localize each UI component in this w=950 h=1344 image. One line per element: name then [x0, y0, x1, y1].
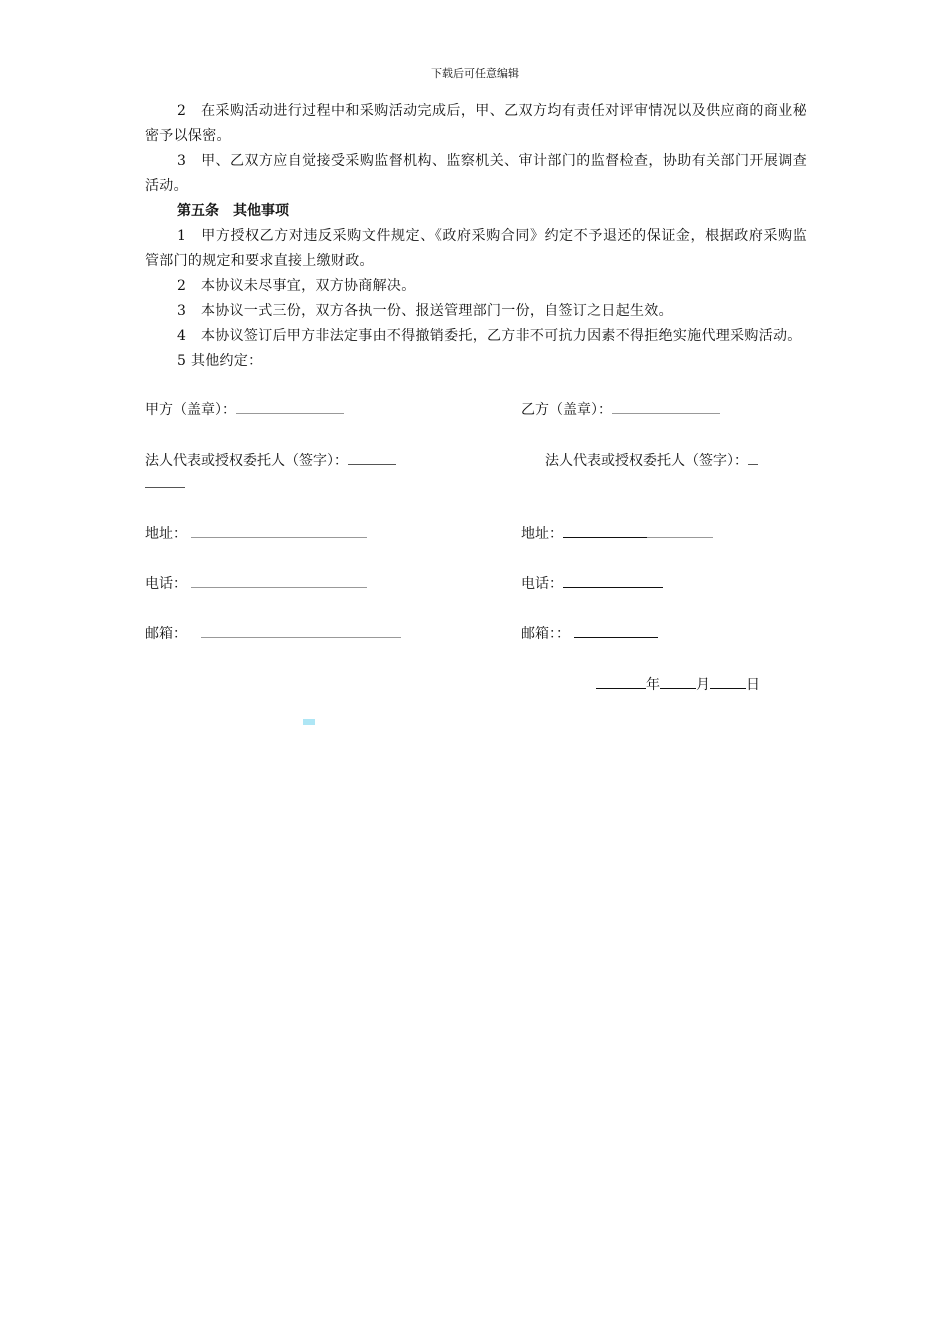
email-left-line	[145, 622, 401, 647]
clause-text: 甲、乙双方应自觉接受采购监督机构、监察机关、审计部门的监督检查，协助有关部门开展调查活动。	[145, 153, 807, 194]
rep-left-blank[interactable]	[348, 450, 396, 465]
clause-2	[145, 99, 807, 149]
month-blank[interactable]	[660, 674, 696, 689]
rep-right-line	[545, 449, 758, 474]
day-label: 日	[746, 677, 760, 693]
document-body	[145, 99, 807, 374]
clause-number: 2	[177, 103, 187, 119]
address-left-blank[interactable]	[191, 523, 367, 538]
address-right-line	[521, 522, 713, 547]
item-text: 5 其他约定：	[177, 353, 263, 369]
highlight-marker	[303, 719, 315, 725]
email-left-label: 邮箱：	[145, 626, 187, 642]
address-left-line	[145, 522, 367, 547]
address-right-label: 地址：	[521, 526, 563, 542]
header-note: 下载后可任意编辑	[431, 67, 519, 80]
email-right-label: 邮箱：：	[521, 626, 570, 642]
rep-right-blank[interactable]	[748, 450, 758, 465]
month-label: 月	[696, 677, 710, 693]
rep-right-label: 法人代表或授权委托人（签字）：	[545, 453, 748, 469]
section-item-2	[145, 274, 807, 299]
day-blank[interactable]	[710, 674, 746, 689]
section-item-1	[145, 224, 807, 274]
item-text: 本协议一式三份，双方各执一份、报送管理部门一份，自签订之日起生效。	[201, 303, 673, 319]
item-number: 3	[177, 303, 187, 319]
party-a-seal-label: 甲方（盖章）：	[145, 402, 236, 418]
rep-left-line	[145, 449, 396, 474]
rep-left-label: 法人代表或授权委托人（签字）：	[145, 453, 348, 469]
email-right-blank[interactable]	[574, 623, 658, 638]
party-b-seal-blank[interactable]	[612, 399, 720, 414]
party-a-seal-blank[interactable]	[236, 399, 344, 414]
year-blank[interactable]	[596, 674, 646, 689]
item-number: 1	[177, 228, 187, 244]
phone-right-line	[521, 572, 663, 597]
email-left-blank[interactable]	[201, 623, 401, 638]
year-label: 年	[646, 677, 660, 693]
section-item-3	[145, 299, 807, 324]
item-number: 4	[177, 328, 187, 344]
section-item-4	[145, 324, 807, 349]
item-text: 本协议未尽事宜，双方协商解决。	[201, 278, 416, 294]
address-right-blank-a[interactable]	[563, 523, 647, 538]
section-title: 第五条 其他事项	[177, 203, 289, 219]
item-number: 2	[177, 278, 187, 294]
email-right-line	[521, 622, 658, 647]
phone-left-blank[interactable]	[191, 573, 367, 588]
clause-text: 在采购活动进行过程中和采购活动完成后，甲、乙双方均有责任对评审情况以及供应商的商业秘密予以保密。	[145, 103, 807, 144]
section-item-5	[145, 349, 807, 374]
address-right-blank-b[interactable]	[647, 523, 713, 538]
phone-right-label: 电话：	[521, 576, 563, 592]
item-text: 甲方授权乙方对违反采购文件规定、《政府采购合同》约定不予退还的保证金，根据政府采购监管部门的规定和要求直接上缴财政。	[145, 228, 807, 269]
phone-left-line	[145, 572, 367, 597]
address-left-label: 地址：	[145, 526, 187, 542]
item-text: 本协议签订后甲方非法定事由不得撤销委托，乙方非不可抗力因素不得拒绝实施代理采购活动。	[201, 328, 802, 344]
party-b-seal-label: 乙方（盖章）：	[521, 402, 612, 418]
party-a-seal-line	[145, 398, 344, 423]
clause-number: 3	[177, 153, 187, 169]
party-b-seal-line	[521, 398, 720, 423]
clause-3	[145, 149, 807, 199]
phone-right-blank[interactable]	[563, 573, 663, 588]
date-line	[596, 673, 760, 698]
rep-right-blank-continuation[interactable]	[145, 487, 185, 488]
phone-left-label: 电话：	[145, 576, 187, 592]
